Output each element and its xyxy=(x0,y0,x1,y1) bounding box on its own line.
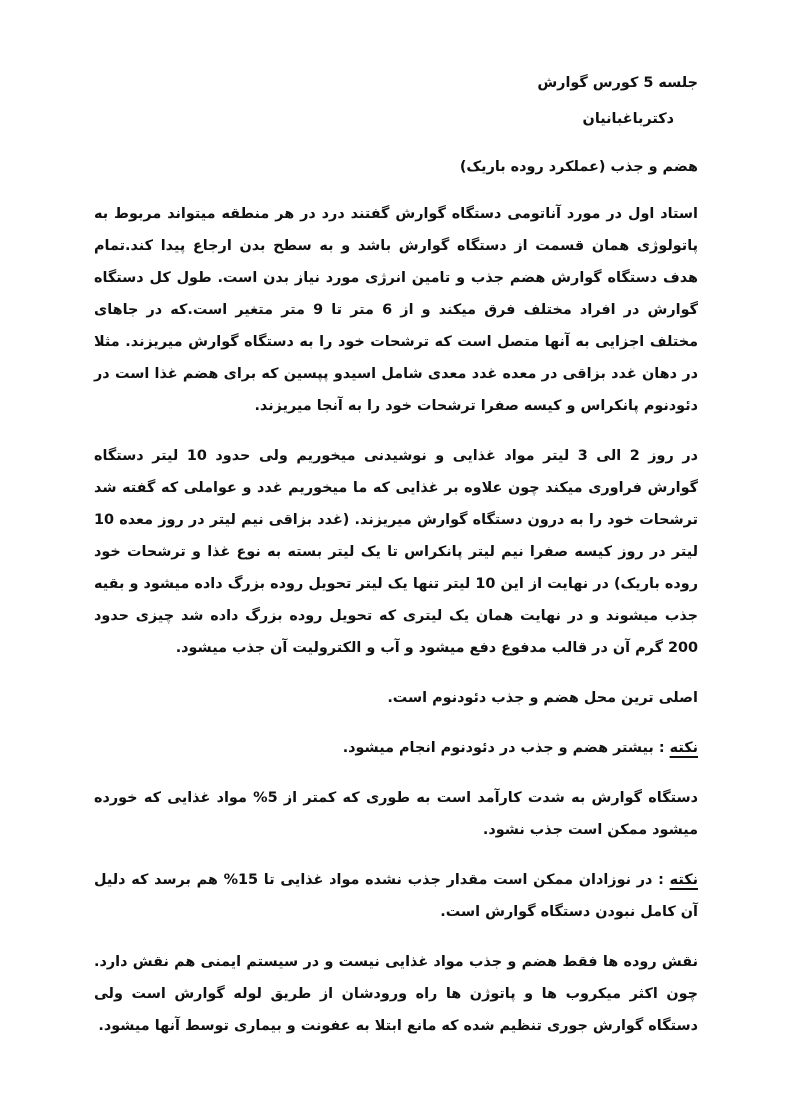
author-name: دکترباغبانیان xyxy=(582,111,674,127)
note-newborns xyxy=(94,864,698,928)
note-label: نکته xyxy=(669,872,698,888)
note-duodenum xyxy=(94,732,698,764)
note-text: : در نوزادان ممکن است مقدار جذب نشده مواد غذایی تا 15% هم برسد که دلیل آن کامل نبودن دستگاه گوارش است. xyxy=(94,872,698,920)
note-label: نکته xyxy=(669,740,698,756)
note-text: : بیشتر هضم و جذب در دئودنوم انجام میشود. xyxy=(342,740,670,756)
paragraph-daily-intake: در روز 2 الی 3 لیتر مواد غذایی و نوشیدنی میخوریم ولی حدود 10 لیتر دستگاه گوارش فراوری میکند چون علاوه بر غذایی که ما میخوریم غدد و عواملی که گفته شد ترشحات خود را به درون دستگاه گوارش میریزند. (غدد بزاقی نیم لیتر در روز معده 10 لیتر در روز کیسه صفرا نیم لیتر پانکراس تا یک لیتر بسته به نوع غذا و ترشحات خود روده باریک) در نهایت از این 10 لیتر تنها یک لیتر تحویل روده بزرگ داده میشود و بقیه جذب میشوند و در نهایت همان یک لیتری که تحویل روده بزرگ داده شد چیزی حدود 200 گرم آن در قالب مدفوع دفع میشود و آب و الکترولیت آن جذب میشود. xyxy=(94,448,698,656)
paragraph-efficiency: دستگاه گوارش به شدت کارآمد است به طوری که کمتر از 5% مواد غذایی که خورده میشود ممکن است جذب نشود. xyxy=(94,790,698,838)
document-header xyxy=(94,72,698,178)
paragraph-anatomy: استاد اول در مورد آناتومی دستگاه گوارش گفتند درد در هر منطقه میتواند مربوط به پاتولوژی همان قسمت از دستگاه گوارش باشد و به سطح بدن ارجاع پیدا کند.تمام هدف دستگاه گوارش هضم جذب و تامین انرژی مورد نیاز بدن است. طول کل دستگاه گوارش در افراد مختلف فرق میکند و از 6 متر تا 9 متر متغیر است.که در جاهای مختلف اجزایی به آنها متصل است که ترشحات خود را به دستگاه گوارش میریزند. مثلا در دهان غدد بزاقی در معده غدد معدی شامل اسیدو پپسین که برای هضم غذا است در دئودنوم پانکراس و کیسه صفرا ترشحات خود را به آنجا میریزند. xyxy=(94,206,698,414)
paragraph-main-site: اصلی ترین محل هضم و جذب دئودنوم است. xyxy=(387,690,698,706)
paragraph-immunity: نقش روده ها فقط هضم و جذب مواد غذایی نیست و در سیستم ایمنی هم نقش دارد. چون اکثر میکروب ها و پاتوژن ها راه ورودشان از طریق لوله گوارش است ولی دستگاه گوارش جوری تنظیم شده که مانع ابتلا به عفونت و بیماری توسط آنها میشود. xyxy=(94,954,698,1034)
topic-heading: هضم و جذب (عملکرد روده باریک) xyxy=(459,159,698,175)
document-body xyxy=(94,72,698,1060)
session-title: جلسه 5 کورس گوارش xyxy=(537,75,698,91)
